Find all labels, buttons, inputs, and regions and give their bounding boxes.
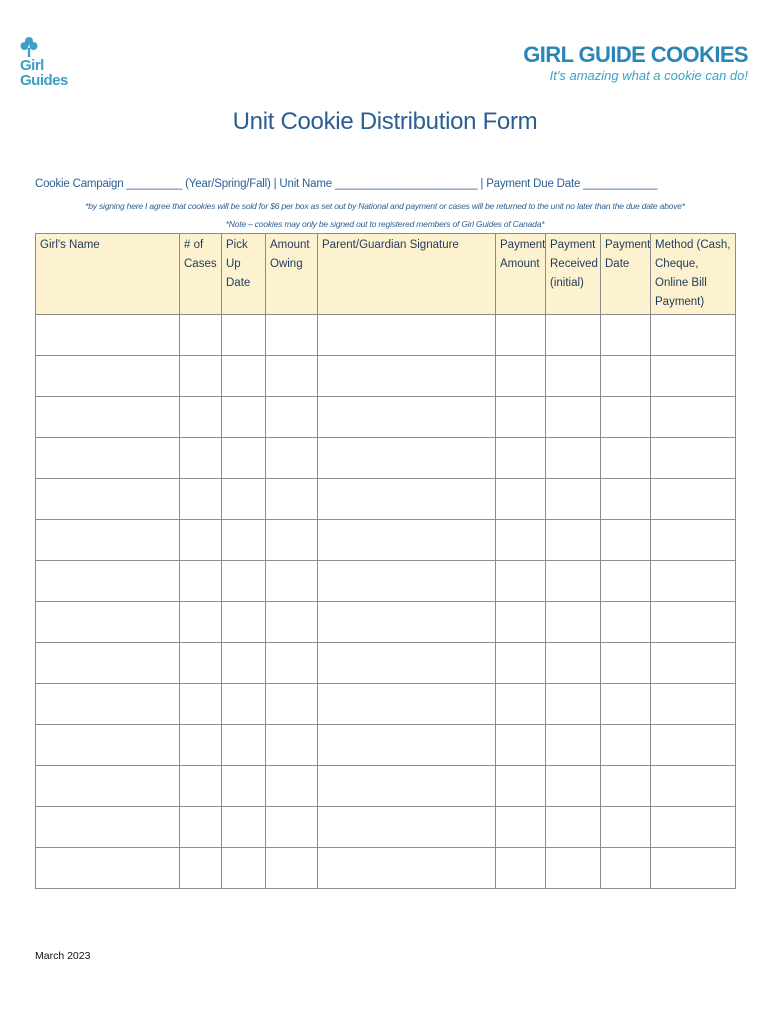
table-cell[interactable]: [222, 315, 266, 356]
table-row: [36, 725, 736, 766]
table-cell[interactable]: [222, 479, 266, 520]
table-cell[interactable]: [546, 602, 601, 643]
table-cell[interactable]: [36, 807, 180, 848]
table-cell[interactable]: [318, 725, 496, 766]
table-cell[interactable]: [601, 766, 651, 807]
table-cell[interactable]: [546, 725, 601, 766]
table-cell[interactable]: [496, 848, 546, 889]
table-cell[interactable]: [651, 397, 736, 438]
table-cell[interactable]: [496, 602, 546, 643]
table-cell[interactable]: [651, 766, 736, 807]
table-cell[interactable]: [318, 438, 496, 479]
table-cell[interactable]: [601, 848, 651, 889]
table-row: [36, 397, 736, 438]
table-cell[interactable]: [496, 438, 546, 479]
table-cell[interactable]: [222, 356, 266, 397]
table-cell[interactable]: [318, 520, 496, 561]
table-cell[interactable]: [36, 520, 180, 561]
table-cell[interactable]: [266, 520, 318, 561]
table-cell[interactable]: [651, 848, 736, 889]
table-cell[interactable]: [651, 438, 736, 479]
logo-word-guides: Guides: [20, 72, 68, 89]
table-cell[interactable]: [318, 479, 496, 520]
table-row: [36, 807, 736, 848]
table-cell[interactable]: [318, 397, 496, 438]
table-cell[interactable]: [651, 643, 736, 684]
table-cell[interactable]: [266, 766, 318, 807]
table-cell[interactable]: [601, 356, 651, 397]
logo-word-girl: Girl: [20, 57, 44, 74]
table-cell[interactable]: [601, 479, 651, 520]
table-row: [36, 766, 736, 807]
table-cell[interactable]: [222, 561, 266, 602]
table-cell[interactable]: [496, 315, 546, 356]
table-cell[interactable]: [651, 356, 736, 397]
table-cell[interactable]: [180, 766, 222, 807]
table-cell[interactable]: [36, 397, 180, 438]
trefoil-icon: [20, 36, 38, 58]
table-cell[interactable]: [266, 725, 318, 766]
table-cell[interactable]: [651, 725, 736, 766]
table-cell[interactable]: [180, 725, 222, 766]
table-cell[interactable]: [180, 438, 222, 479]
col-num-cases: # of Cases: [180, 234, 222, 315]
table-cell[interactable]: [496, 643, 546, 684]
table-cell[interactable]: [601, 807, 651, 848]
table-cell[interactable]: [601, 561, 651, 602]
table-cell[interactable]: [36, 602, 180, 643]
col-amount-owing: Amount Owing: [266, 234, 318, 315]
table-cell[interactable]: [601, 602, 651, 643]
table-cell[interactable]: [36, 479, 180, 520]
col-pick-up-date: Pick Up Date: [222, 234, 266, 315]
table-cell[interactable]: [36, 356, 180, 397]
table-cell[interactable]: [222, 643, 266, 684]
table-cell[interactable]: [651, 807, 736, 848]
table-cell[interactable]: [318, 643, 496, 684]
table-cell[interactable]: [36, 725, 180, 766]
table-cell[interactable]: [266, 602, 318, 643]
table-cell[interactable]: [222, 438, 266, 479]
table-cell[interactable]: [546, 561, 601, 602]
table-cell[interactable]: [180, 356, 222, 397]
table-cell[interactable]: [546, 315, 601, 356]
table-cell[interactable]: [496, 397, 546, 438]
table-row: [36, 520, 736, 561]
table-row: [36, 602, 736, 643]
table-cell[interactable]: [266, 848, 318, 889]
table-cell[interactable]: [36, 561, 180, 602]
table-cell[interactable]: [180, 848, 222, 889]
table-cell[interactable]: [222, 766, 266, 807]
table-cell[interactable]: [266, 807, 318, 848]
table-cell[interactable]: [180, 520, 222, 561]
table-cell[interactable]: [496, 766, 546, 807]
table-cell[interactable]: [266, 438, 318, 479]
table-cell[interactable]: [318, 848, 496, 889]
table-cell[interactable]: [601, 643, 651, 684]
table-cell[interactable]: [266, 356, 318, 397]
table-cell[interactable]: [601, 315, 651, 356]
table-cell[interactable]: [266, 479, 318, 520]
table-cell[interactable]: [546, 479, 601, 520]
table-cell[interactable]: [36, 848, 180, 889]
table-cell[interactable]: [546, 643, 601, 684]
table-cell[interactable]: [496, 725, 546, 766]
table-row: [36, 643, 736, 684]
table-row: [36, 315, 736, 356]
table-cell[interactable]: [222, 520, 266, 561]
table-cell[interactable]: [318, 561, 496, 602]
table-cell[interactable]: [601, 438, 651, 479]
col-girls-name: Girl's Name: [36, 234, 180, 315]
table-cell[interactable]: [222, 684, 266, 725]
table-cell[interactable]: [36, 315, 180, 356]
table-cell[interactable]: [36, 684, 180, 725]
table-row: [36, 848, 736, 889]
table-cell[interactable]: [546, 807, 601, 848]
table-cell[interactable]: [651, 520, 736, 561]
table-row: [36, 438, 736, 479]
table-cell[interactable]: [496, 479, 546, 520]
col-payment-method: Method (Cash, Cheque, Online Bill Payment): [651, 234, 736, 315]
table-cell[interactable]: [651, 315, 736, 356]
distribution-table: [35, 233, 736, 889]
table-cell[interactable]: [266, 315, 318, 356]
membership-note: *Note – cookies may only be signed out to registered members of Girl Guides of Canada*: [225, 219, 545, 229]
girl-guides-logo: [20, 36, 70, 88]
table-body: [36, 315, 736, 889]
form-date: March 2023: [35, 950, 91, 962]
table-cell[interactable]: [222, 725, 266, 766]
page-title: Unit Cookie Distribution Form: [232, 108, 538, 135]
table-cell[interactable]: [496, 356, 546, 397]
agreement-note: *by signing here I agree that cookies will be sold for $6 per box as set out by National and payment or cases will be returned to the unit no later than the due date above*: [85, 201, 685, 211]
table-cell[interactable]: [601, 520, 651, 561]
table-cell[interactable]: [496, 684, 546, 725]
table-cell[interactable]: [318, 766, 496, 807]
table-cell[interactable]: [180, 479, 222, 520]
table-cell[interactable]: [546, 520, 601, 561]
table-cell[interactable]: [180, 561, 222, 602]
col-parent-signature: Parent/Guardian Signature: [318, 234, 496, 315]
table-cell[interactable]: [180, 643, 222, 684]
table-cell[interactable]: [318, 684, 496, 725]
table-cell[interactable]: [36, 643, 180, 684]
table-cell[interactable]: [266, 397, 318, 438]
table-cell[interactable]: [546, 684, 601, 725]
table-cell[interactable]: [180, 397, 222, 438]
table-cell[interactable]: [651, 684, 736, 725]
table-cell[interactable]: [180, 807, 222, 848]
table-cell[interactable]: [651, 602, 736, 643]
girl-guide-cookies-brand: [523, 42, 748, 84]
table-row: [36, 479, 736, 520]
table-cell[interactable]: [318, 356, 496, 397]
table-cell[interactable]: [266, 643, 318, 684]
table-cell[interactable]: [36, 766, 180, 807]
table-cell[interactable]: [496, 520, 546, 561]
table-cell[interactable]: [496, 561, 546, 602]
table-cell[interactable]: [601, 397, 651, 438]
brand-name: GIRL GUIDE COOKIES: [523, 42, 748, 67]
table-cell[interactable]: [651, 479, 736, 520]
col-payment-amount: Payment Amount: [496, 234, 546, 315]
table-header-row: [36, 234, 736, 315]
table-cell[interactable]: [180, 684, 222, 725]
table-row: [36, 561, 736, 602]
table-cell[interactable]: [601, 725, 651, 766]
campaign-fields-line: Cookie Campaign _________ (Year/Spring/Fall) | Unit Name _______________________ | Payment Due Date ____________: [35, 178, 658, 190]
table-cell[interactable]: [222, 397, 266, 438]
table-cell[interactable]: [318, 602, 496, 643]
table-cell[interactable]: [222, 848, 266, 889]
table-cell[interactable]: [266, 684, 318, 725]
table-row: [36, 356, 736, 397]
table-cell[interactable]: [318, 807, 496, 848]
table-cell[interactable]: [266, 561, 318, 602]
table-cell[interactable]: [546, 438, 601, 479]
table-row: [36, 684, 736, 725]
col-payment-date: Payment Date: [601, 234, 651, 315]
table-cell[interactable]: [601, 684, 651, 725]
table-cell[interactable]: [180, 315, 222, 356]
table-cell[interactable]: [546, 766, 601, 807]
table-cell[interactable]: [546, 848, 601, 889]
brand-tagline: It's amazing what a cookie can do!: [549, 68, 748, 83]
table-cell[interactable]: [36, 438, 180, 479]
table-cell[interactable]: [222, 602, 266, 643]
table-cell[interactable]: [546, 397, 601, 438]
col-payment-received: Payment Received (initial): [546, 234, 601, 315]
table-cell[interactable]: [651, 561, 736, 602]
table-cell[interactable]: [496, 807, 546, 848]
table-cell[interactable]: [546, 356, 601, 397]
table-cell[interactable]: [180, 602, 222, 643]
table-cell[interactable]: [222, 807, 266, 848]
table-cell[interactable]: [318, 315, 496, 356]
